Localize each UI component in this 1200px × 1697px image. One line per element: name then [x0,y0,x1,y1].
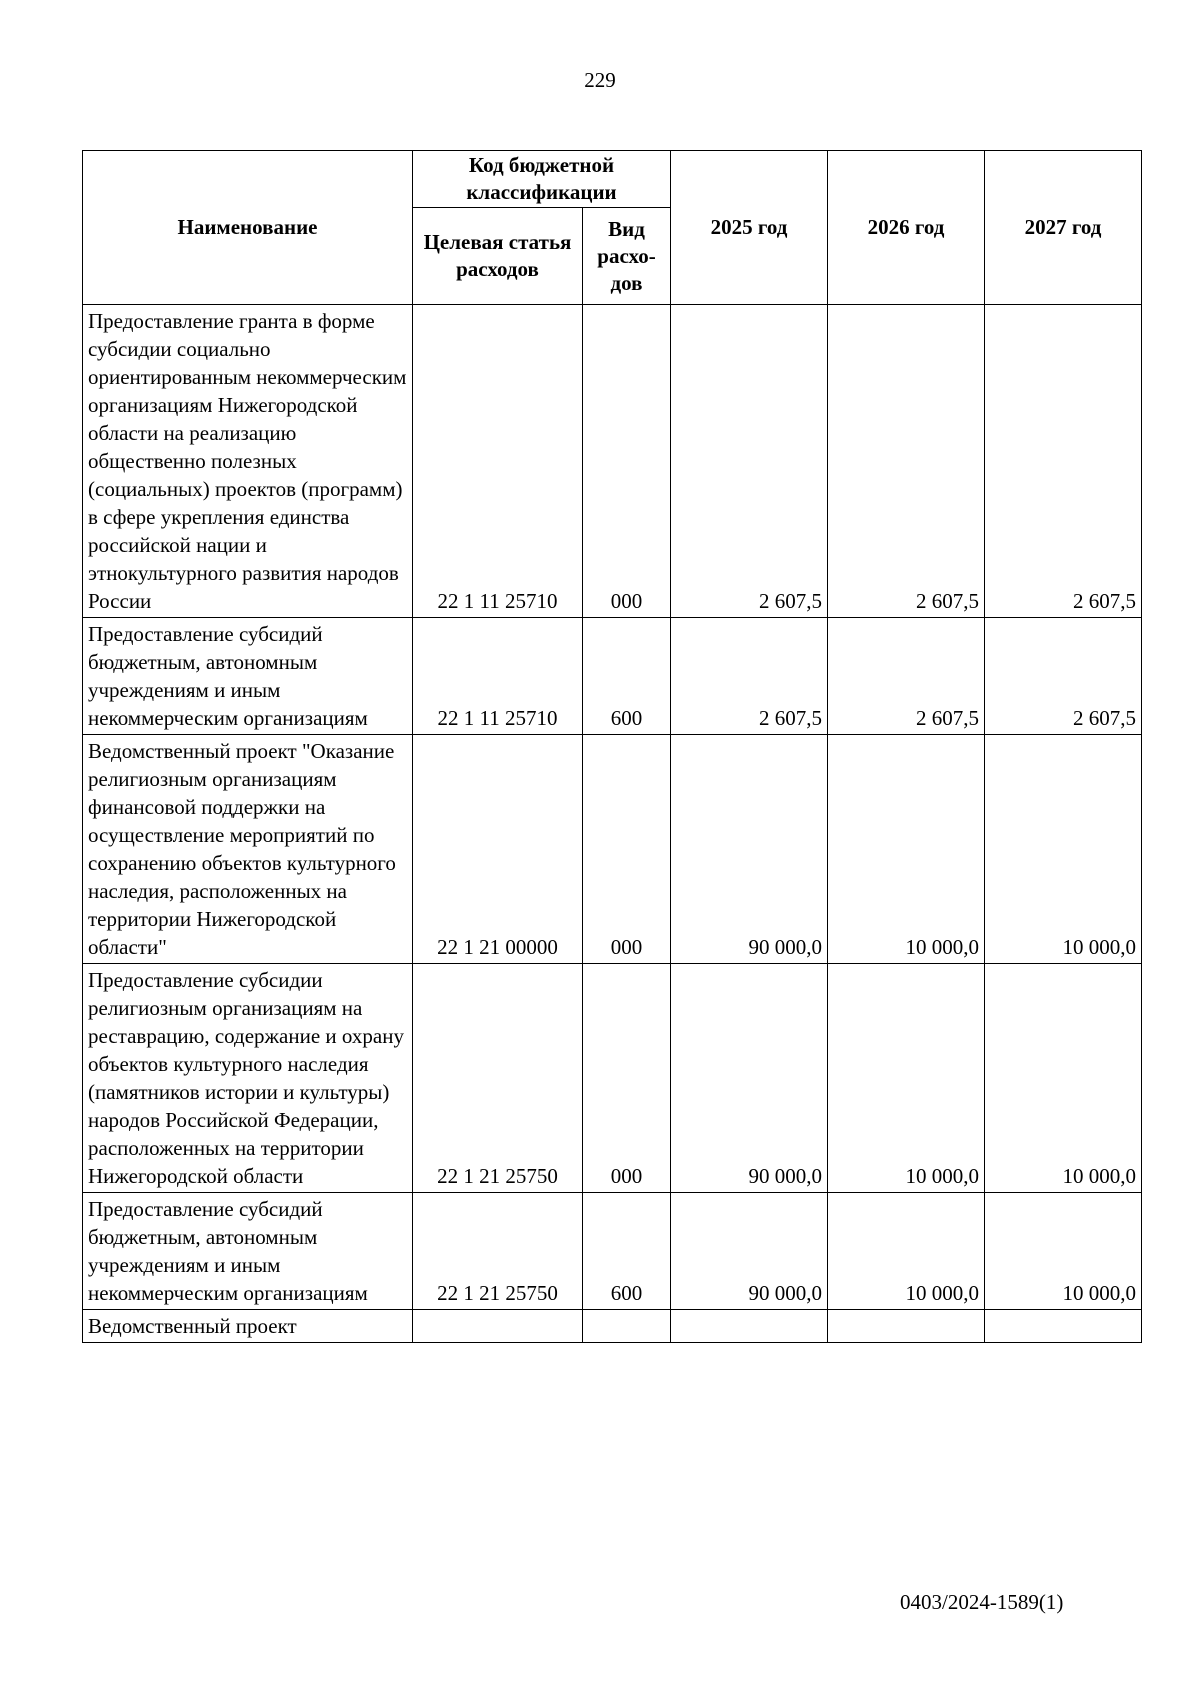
header-2025: 2025 год [671,151,828,305]
header-classification: Код бюджетной классификации [413,151,671,208]
row-2027: 2 607,5 [985,618,1142,735]
row-name: Предоставление гранта в форме субсидии социально ориентированным некоммерческим организациям Нижегородской области на реализацию общественно полезных (социальных) проектов (программ) в сфере укрепления единства российской нации и этнокультурного развития народов России [83,305,413,618]
header-2026: 2026 год [828,151,985,305]
row-2026 [828,1310,985,1343]
row-target-article: 22 1 11 25710 [413,618,583,735]
row-2026: 2 607,5 [828,305,985,618]
row-expense-kind: 000 [583,964,671,1193]
row-2027: 10 000,0 [985,1193,1142,1310]
row-expense-kind: 600 [583,618,671,735]
row-2026: 2 607,5 [828,618,985,735]
row-2025: 90 000,0 [671,1193,828,1310]
row-2025: 2 607,5 [671,305,828,618]
row-expense-kind: 600 [583,1193,671,1310]
row-target-article: 22 1 21 00000 [413,735,583,964]
row-2027: 10 000,0 [985,735,1142,964]
row-name: Предоставление субсидий бюджетным, автономным учреждениям и иным некоммерческим организациям [83,618,413,735]
row-2027 [985,1310,1142,1343]
table-row [83,618,1142,735]
row-2025: 90 000,0 [671,735,828,964]
table-row [83,1310,1142,1343]
row-name: Ведомственный проект [83,1310,413,1343]
row-name: Ведомственный проект "Оказание религиозным организациям финансовой поддержки на осуществление мероприятий по сохранению объектов культурного наследия, расположенных на территории Нижегородской области" [83,735,413,964]
row-2027: 2 607,5 [985,305,1142,618]
row-2026: 10 000,0 [828,1193,985,1310]
row-expense-kind: 000 [583,305,671,618]
table-header [83,151,1142,305]
row-2026: 10 000,0 [828,964,985,1193]
row-2025 [671,1310,828,1343]
table-row [83,1193,1142,1310]
header-target-article: Целевая статья расходов [413,208,583,305]
budget-table [82,150,1142,1343]
row-2025: 90 000,0 [671,964,828,1193]
header-expense-kind: Вид расхо-дов [583,208,671,305]
row-name: Предоставление субсидии религиозным организациям на реставрацию, содержание и охрану объектов культурного наследия (памятников истории и культуры) народов Российской Федерации, расположенных на территории Нижегородской области [83,964,413,1193]
row-2027: 10 000,0 [985,964,1142,1193]
row-target-article: 22 1 21 25750 [413,1193,583,1310]
table-body [83,305,1142,1343]
table-row [83,305,1142,618]
document-code: 0403/2024-1589(1) [900,1590,1064,1614]
row-target-article [413,1310,583,1343]
row-2025: 2 607,5 [671,618,828,735]
row-name: Предоставление субсидий бюджетным, автономным учреждениям и иным некоммерческим организациям [83,1193,413,1310]
table-row [83,964,1142,1193]
row-target-article: 22 1 11 25710 [413,305,583,618]
row-expense-kind [583,1310,671,1343]
row-target-article: 22 1 21 25750 [413,964,583,1193]
header-2027: 2027 год [985,151,1142,305]
table-row [83,735,1142,964]
row-expense-kind: 000 [583,735,671,964]
row-2026: 10 000,0 [828,735,985,964]
page-number: 229 [584,68,616,92]
header-name: Наименование [83,151,413,305]
